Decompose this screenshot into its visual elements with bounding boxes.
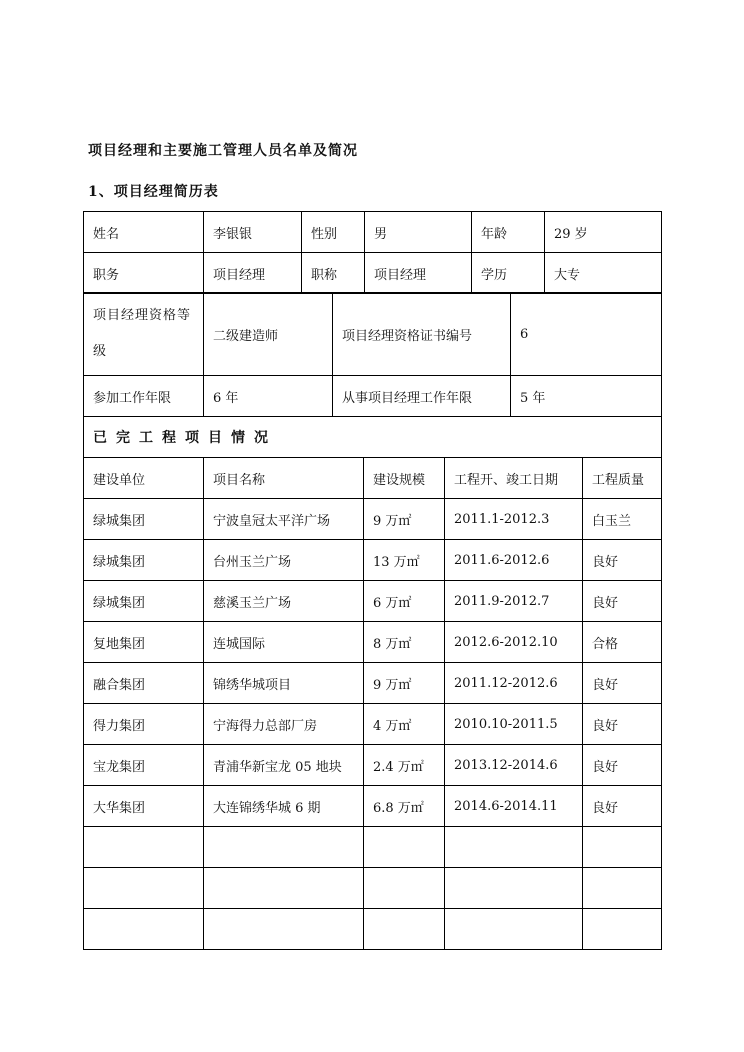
empty-cell (204, 868, 364, 909)
cell-dates: 2013.12-2014.6 (445, 745, 583, 786)
cell-quality: 良好 (583, 663, 662, 704)
cell-quality: 良好 (583, 745, 662, 786)
empty-cell (84, 827, 204, 868)
heading-char: 完 (116, 430, 139, 446)
empty-cell (583, 868, 662, 909)
cell-dates: 2011.1-2012.3 (445, 499, 583, 540)
cell-dates: 2011.12-2012.6 (445, 663, 583, 704)
qualification-label: 项目经理资格等级 (84, 293, 204, 376)
cell-scale: 9 万㎡ (364, 499, 445, 540)
section-title: 1、项目经理简历表 (88, 184, 219, 200)
table-header-row (84, 458, 662, 499)
pm-years-value: 5 年 (511, 376, 662, 417)
cell-project-name: 宁海得力总部厂房 (204, 704, 364, 745)
education-value: 大专 (545, 253, 662, 294)
cell-project-name: 宁波皇冠太平洋广场 (204, 499, 364, 540)
empty-cell (84, 868, 204, 909)
table-row (84, 376, 662, 417)
heading-char: 程 (162, 430, 185, 446)
cell-unit: 融合集团 (84, 663, 204, 704)
cell-dates: 2010.10-2011.5 (445, 704, 583, 745)
empty-cell (445, 909, 583, 950)
cell-quality: 良好 (583, 581, 662, 622)
column-header: 工程开、竣工日期 (445, 458, 583, 499)
profile-qualification-table (83, 292, 662, 417)
table-row (84, 581, 662, 622)
table-row (84, 786, 662, 827)
cell-scale: 8 万㎡ (364, 622, 445, 663)
cell-unit: 绿城集团 (84, 499, 204, 540)
cell-unit: 绿城集团 (84, 581, 204, 622)
cell-unit: 绿城集团 (84, 540, 204, 581)
cell-project-name: 连城国际 (204, 622, 364, 663)
heading-char: 目 (208, 430, 231, 446)
education-label: 学历 (472, 253, 545, 294)
profile-basic-table (83, 211, 662, 294)
column-header: 建设规模 (364, 458, 445, 499)
projects-heading (84, 417, 662, 458)
cell-scale: 4 万㎡ (364, 704, 445, 745)
qualification-value: 二级建造师 (204, 293, 333, 376)
table-row (84, 417, 662, 458)
title-value: 项目经理 (365, 253, 472, 294)
cell-project-name: 锦绣华城项目 (204, 663, 364, 704)
age-value: 29 岁 (545, 212, 662, 253)
cert-number-label: 项目经理资格证书编号 (333, 293, 511, 376)
empty-cell (583, 909, 662, 950)
cell-unit: 大华集团 (84, 786, 204, 827)
heading-char: 项 (185, 430, 208, 446)
heading-char: 情 (231, 430, 254, 446)
cell-project-name: 台州玉兰广场 (204, 540, 364, 581)
table-row (84, 499, 662, 540)
cell-scale: 2.4 万㎡ (364, 745, 445, 786)
heading-char: 况 (254, 430, 268, 446)
empty-row (84, 909, 662, 950)
cell-quality: 良好 (583, 540, 662, 581)
table-row (84, 745, 662, 786)
table-row (84, 212, 662, 253)
table-row (84, 253, 662, 294)
table-row (84, 704, 662, 745)
cell-quality: 合格 (583, 622, 662, 663)
gender-label: 性别 (302, 212, 365, 253)
column-header: 工程质量 (583, 458, 662, 499)
heading-char: 已 (93, 430, 116, 446)
age-label: 年龄 (472, 212, 545, 253)
table-row (84, 663, 662, 704)
cell-unit: 宝龙集团 (84, 745, 204, 786)
empty-cell (364, 909, 445, 950)
cell-dates: 2012.6-2012.10 (445, 622, 583, 663)
empty-cell (364, 868, 445, 909)
empty-cell (445, 868, 583, 909)
cell-dates: 2011.6-2012.6 (445, 540, 583, 581)
cell-dates: 2011.9-2012.7 (445, 581, 583, 622)
empty-cell (204, 827, 364, 868)
work-years-label: 参加工作年限 (84, 376, 204, 417)
table-row (84, 540, 662, 581)
empty-cell (204, 909, 364, 950)
gender-value: 男 (365, 212, 472, 253)
cell-scale: 13 万㎡ (364, 540, 445, 581)
position-label: 职务 (84, 253, 204, 294)
name-value: 李银银 (204, 212, 302, 253)
document-title: 项目经理和主要施工管理人员名单及简况 (88, 143, 358, 159)
cell-unit: 复地集团 (84, 622, 204, 663)
cell-quality: 良好 (583, 704, 662, 745)
cell-project-name: 慈溪玉兰广场 (204, 581, 364, 622)
empty-cell (583, 827, 662, 868)
heading-char: 工 (139, 430, 162, 446)
empty-cell (364, 827, 445, 868)
cell-unit: 得力集团 (84, 704, 204, 745)
empty-cell (445, 827, 583, 868)
cell-quality: 白玉兰 (583, 499, 662, 540)
name-label: 姓名 (84, 212, 204, 253)
empty-row (84, 868, 662, 909)
cell-scale: 9 万㎡ (364, 663, 445, 704)
empty-row (84, 827, 662, 868)
empty-cell (84, 909, 204, 950)
table-row (84, 293, 662, 376)
completed-projects-table (83, 416, 662, 950)
cell-dates: 2014.6-2014.11 (445, 786, 583, 827)
column-header: 项目名称 (204, 458, 364, 499)
column-header: 建设单位 (84, 458, 204, 499)
cell-scale: 6.8 万㎡ (364, 786, 445, 827)
table-row (84, 622, 662, 663)
cell-quality: 良好 (583, 786, 662, 827)
work-years-value: 6 年 (204, 376, 333, 417)
pm-years-label: 从事项目经理工作年限 (333, 376, 511, 417)
cell-project-name: 大连锦绣华城 6 期 (204, 786, 364, 827)
cell-scale: 6 万㎡ (364, 581, 445, 622)
title-label: 职称 (302, 253, 365, 294)
cert-number-value: 6 (511, 293, 662, 376)
position-value: 项目经理 (204, 253, 302, 294)
cell-project-name: 青浦华新宝龙 05 地块 (204, 745, 364, 786)
